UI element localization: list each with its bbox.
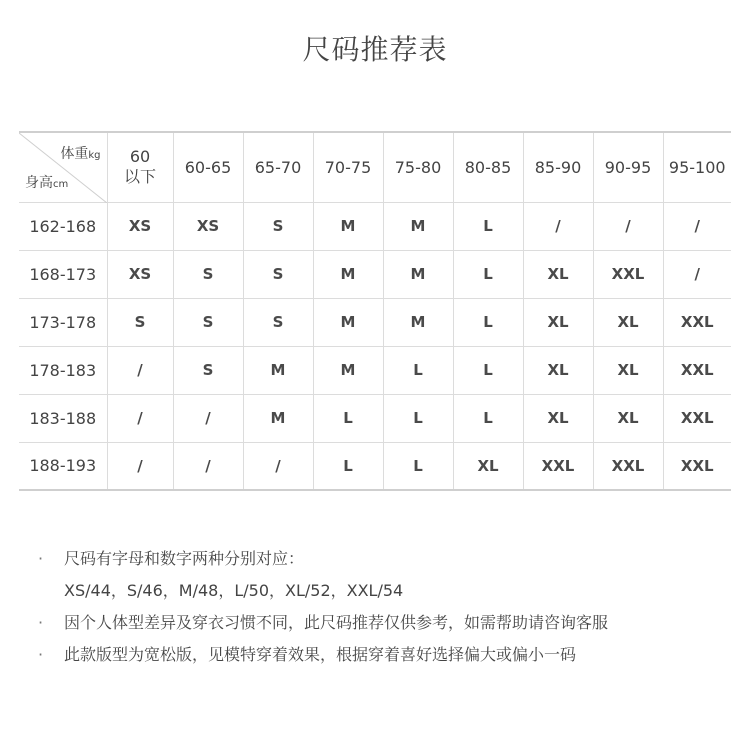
weight-unit: kg xyxy=(88,150,101,161)
note-text xyxy=(64,543,738,607)
size-cell: XL xyxy=(523,346,593,394)
size-chart-table-wrap xyxy=(19,131,731,491)
header-row xyxy=(19,132,731,202)
weight-label: 体重 xyxy=(60,146,89,162)
size-cell: / xyxy=(107,442,173,490)
size-cell: / xyxy=(173,442,243,490)
size-cell: L xyxy=(313,442,383,490)
size-cell: M xyxy=(383,298,453,346)
bullet-icon: · xyxy=(38,645,44,664)
table-row xyxy=(19,250,731,298)
size-cell: L xyxy=(313,394,383,442)
size-cell: L xyxy=(453,202,523,250)
weight-axis-label xyxy=(60,143,100,163)
size-cell: S xyxy=(243,202,313,250)
size-cell: XS xyxy=(107,202,173,250)
height-cell: 173-178 xyxy=(19,298,107,346)
height-unit: cm xyxy=(53,178,69,190)
weight-header-first xyxy=(107,132,173,202)
size-cell: L xyxy=(453,250,523,298)
size-cell: M xyxy=(313,346,383,394)
note-item xyxy=(38,607,738,639)
bullet-icon: · xyxy=(38,613,44,632)
table-row xyxy=(19,346,731,394)
note-text xyxy=(64,607,738,639)
size-cell: S xyxy=(173,298,243,346)
size-cell: / xyxy=(663,202,731,250)
size-cell: L xyxy=(383,442,453,490)
weight-header-first-line1: 60 xyxy=(129,147,151,167)
notes-section xyxy=(38,543,738,671)
size-cell: / xyxy=(107,394,173,442)
size-cell: XXL xyxy=(593,442,663,490)
note-line: 此款版型为宽松版，见模特穿着效果，根据穿着喜好选择偏大或偏小一码 xyxy=(64,645,577,664)
note-line: 因个人体型差异及穿衣习惯不同，此尺码推荐仅供参考，如需帮助请咨询客服 xyxy=(64,613,609,632)
size-cell: S xyxy=(173,346,243,394)
size-cell: XL xyxy=(453,442,523,490)
note-item xyxy=(38,639,738,671)
size-cell: XXL xyxy=(663,394,731,442)
size-cell: / xyxy=(107,346,173,394)
size-cell: XS xyxy=(173,202,243,250)
size-cell: S xyxy=(243,250,313,298)
table-row xyxy=(19,394,731,442)
table-row xyxy=(19,442,731,490)
size-cell: L xyxy=(453,298,523,346)
weight-header: 80-85 xyxy=(453,132,523,202)
size-cell: L xyxy=(453,346,523,394)
weight-header: 90-95 xyxy=(593,132,663,202)
table-row xyxy=(19,298,731,346)
table-row xyxy=(19,202,731,250)
height-cell: 188-193 xyxy=(29,456,97,476)
height-cell: 162-168 xyxy=(19,202,107,250)
size-cell: L xyxy=(453,394,523,442)
height-cell: 178-183 xyxy=(19,346,107,394)
weight-header: 60-65 xyxy=(173,132,243,202)
size-cell: XXL xyxy=(663,442,731,490)
height-axis-label xyxy=(25,172,68,192)
height-cell: 168-173 xyxy=(19,250,107,298)
bullet-icon: · xyxy=(38,549,44,568)
size-cell: / xyxy=(523,202,593,250)
size-cell: M xyxy=(313,298,383,346)
size-cell: L xyxy=(383,394,453,442)
size-cell: XXL xyxy=(663,346,731,394)
size-cell: / xyxy=(243,442,313,490)
note-text xyxy=(64,639,738,671)
size-cell: M xyxy=(243,346,313,394)
size-cell: XL xyxy=(593,394,663,442)
size-cell: XL xyxy=(523,298,593,346)
weight-header-first-line2: 以下 xyxy=(123,167,156,187)
size-chart-table xyxy=(19,131,731,491)
note-line: XS/44，S/46，M/48，L/50，XL/52，XXL/54 xyxy=(64,581,404,600)
size-cell: S xyxy=(243,298,313,346)
height-label: 身高 xyxy=(25,174,53,191)
size-cell: M xyxy=(313,202,383,250)
size-cell: XL xyxy=(593,346,663,394)
note-item xyxy=(38,543,738,607)
size-cell: M xyxy=(383,250,453,298)
page-title: 尺码推荐表 xyxy=(302,33,448,66)
size-cell: XS xyxy=(107,250,173,298)
weight-header: 65-70 xyxy=(243,132,313,202)
size-cell: XL xyxy=(593,298,663,346)
size-cell: / xyxy=(173,394,243,442)
size-cell: XXL xyxy=(523,442,593,490)
size-cell: S xyxy=(173,250,243,298)
size-cell: XXL xyxy=(593,250,663,298)
weight-header: 95-100 xyxy=(663,132,731,202)
size-cell: XL xyxy=(523,250,593,298)
note-line: 尺码有字母和数字两种分别对应： xyxy=(64,549,305,568)
size-cell: M xyxy=(313,250,383,298)
size-cell: M xyxy=(243,394,313,442)
size-cell: XXL xyxy=(663,298,731,346)
size-cell: M xyxy=(383,202,453,250)
size-cell: / xyxy=(593,202,663,250)
size-cell: XL xyxy=(523,394,593,442)
size-cell: S xyxy=(107,298,173,346)
weight-header: 70-75 xyxy=(313,132,383,202)
weight-header: 75-80 xyxy=(383,132,453,202)
size-cell: L xyxy=(383,346,453,394)
height-cell: 183-188 xyxy=(19,394,107,442)
corner-cell xyxy=(19,132,107,202)
size-cell: / xyxy=(663,250,731,298)
weight-header: 85-90 xyxy=(523,132,593,202)
